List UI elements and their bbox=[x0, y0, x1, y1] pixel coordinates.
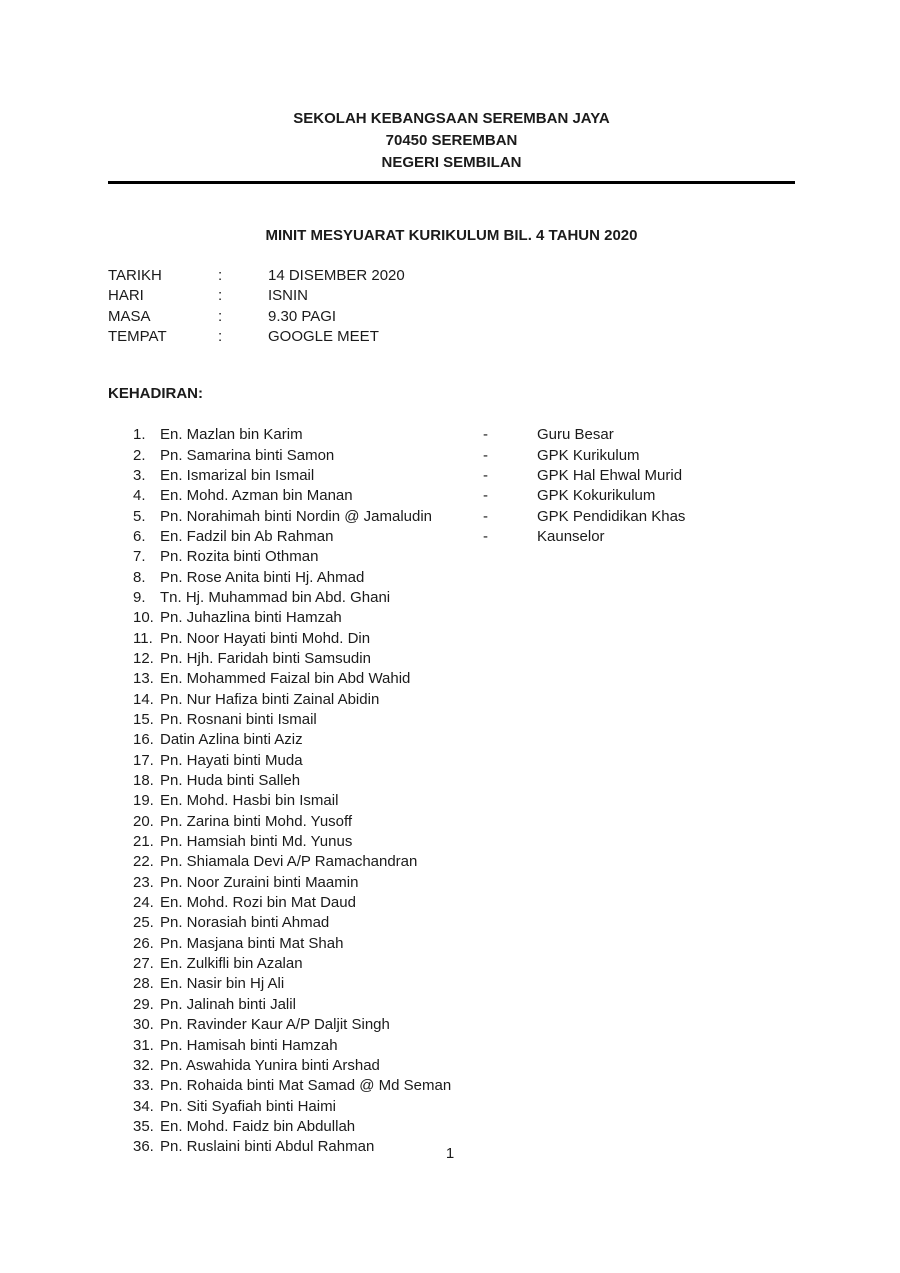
attendee-name: En. Zulkifli bin Azalan bbox=[160, 955, 303, 973]
attendee-dash: - bbox=[483, 426, 488, 444]
attendee-role bbox=[537, 1076, 795, 1096]
attendee-row bbox=[108, 934, 795, 954]
attendee-name: Pn. Hjh. Faridah binti Samsudin bbox=[160, 649, 371, 667]
attendee-row bbox=[108, 1097, 795, 1117]
attendee-role bbox=[537, 710, 795, 730]
meeting-detail-row bbox=[108, 286, 795, 306]
attendee-row bbox=[108, 608, 795, 628]
attendee-number: 30. bbox=[133, 1016, 154, 1034]
attendee-number: 10. bbox=[133, 609, 154, 627]
attendee-name: En. Mohd. Hasbi bin Ismail bbox=[160, 792, 339, 810]
attendee-role bbox=[537, 568, 795, 588]
attendee-role bbox=[537, 995, 795, 1015]
detail-label: HARI bbox=[108, 287, 144, 305]
school-name: SEKOLAH KEBANGSAAN SEREMBAN JAYA bbox=[293, 110, 610, 127]
attendee-dash bbox=[483, 690, 537, 710]
meeting-details bbox=[108, 266, 795, 347]
detail-colon: : bbox=[218, 327, 223, 345]
attendee-list bbox=[108, 425, 795, 1157]
attendee-dash bbox=[483, 954, 537, 974]
attendee-name: En. Ismarizal bin Ismail bbox=[160, 466, 315, 484]
attendee-number: 31. bbox=[133, 1036, 154, 1054]
attendee-dash bbox=[483, 893, 537, 913]
attendee-number: 19. bbox=[133, 792, 154, 810]
attendee-row bbox=[108, 1015, 795, 1035]
attendee-name: Pn. Juhazlina binti Hamzah bbox=[160, 609, 342, 627]
attendee-row bbox=[108, 974, 795, 994]
attendee-row bbox=[108, 954, 795, 974]
attendee-row bbox=[108, 791, 795, 811]
attendee-dash bbox=[483, 771, 537, 791]
attendee-row bbox=[108, 690, 795, 710]
attendee-row bbox=[108, 730, 795, 750]
detail-label: TARIKH bbox=[108, 267, 162, 284]
attendee-role bbox=[537, 791, 795, 811]
attendee-number: 11. bbox=[133, 629, 153, 647]
attendee-row bbox=[108, 547, 795, 567]
attendee-name: Pn. Zarina binti Mohd. Yusoff bbox=[160, 812, 353, 830]
attendee-number: 15. bbox=[133, 711, 154, 728]
attendee-role: Guru Besar bbox=[537, 426, 614, 444]
attendee-dash bbox=[483, 974, 537, 994]
attendee-row bbox=[108, 425, 795, 445]
attendee-number: 27. bbox=[133, 955, 154, 973]
detail-colon: : bbox=[218, 287, 223, 305]
attendee-row bbox=[108, 995, 795, 1015]
attendee-number: 32. bbox=[133, 1056, 154, 1074]
attendee-number: 4. bbox=[133, 487, 146, 505]
attendee-name: En. Mohammed Faizal bin Abd Wahid bbox=[160, 670, 411, 688]
attendee-number: 22. bbox=[133, 853, 154, 871]
meeting-detail-row bbox=[108, 266, 795, 286]
attendee-role bbox=[537, 547, 795, 567]
school-state: NEGERI SEMBILAN bbox=[381, 154, 522, 171]
attendee-number: 18. bbox=[133, 772, 154, 790]
attendee-name: Pn. Hayati binti Muda bbox=[160, 751, 303, 769]
attendee-number: 28. bbox=[133, 975, 154, 993]
attendee-dash bbox=[483, 710, 537, 730]
detail-value: 9.30 PAGI bbox=[268, 307, 337, 325]
attendee-number: 1. bbox=[133, 426, 146, 444]
attendee-number: 35. bbox=[133, 1117, 154, 1135]
attendee-number: 12. bbox=[133, 649, 154, 667]
detail-value: ISNIN bbox=[268, 287, 309, 305]
attendee-name: Pn. Rosnani binti Ismail bbox=[160, 711, 317, 728]
detail-colon: : bbox=[218, 307, 223, 325]
attendee-dash bbox=[483, 913, 537, 933]
meeting-detail-row bbox=[108, 307, 795, 327]
attendee-dash bbox=[483, 1117, 537, 1137]
attendee-dash bbox=[483, 730, 537, 750]
attendee-row bbox=[108, 852, 795, 872]
attendee-role bbox=[537, 954, 795, 974]
attendee-number: 13. bbox=[133, 670, 154, 688]
attendee-role bbox=[537, 690, 795, 710]
attendee-name: Pn. Hamsiah binti Md. Yunus bbox=[160, 833, 353, 851]
attendee-name: Pn. Rose Anita binti Hj. Ahmad bbox=[160, 568, 365, 586]
attendee-number: 24. bbox=[133, 894, 154, 912]
detail-label: MASA bbox=[108, 307, 151, 325]
attendee-role bbox=[537, 1117, 795, 1137]
school-postcode-city: 70450 SEREMBAN bbox=[385, 132, 518, 149]
attendee-dash: - bbox=[483, 466, 488, 484]
detail-colon: : bbox=[218, 267, 223, 284]
attendee-role: GPK Kurikulum bbox=[537, 446, 640, 464]
attendee-name: En. Fadzil bin Ab Rahman bbox=[160, 527, 334, 545]
attendee-name: Pn. Aswahida Yunira binti Arshad bbox=[160, 1056, 380, 1074]
attendee-row bbox=[108, 649, 795, 669]
attendee-role bbox=[537, 1056, 795, 1076]
document-content bbox=[108, 0, 795, 1158]
attendee-number: 26. bbox=[133, 934, 154, 952]
attendee-row bbox=[108, 486, 795, 506]
attendee-dash bbox=[483, 832, 537, 852]
attendee-number: 20. bbox=[133, 812, 154, 830]
attendee-number: 33. bbox=[133, 1077, 154, 1095]
attendee-number: 21. bbox=[133, 833, 154, 851]
attendee-name: En. Mohd. Faidz bin Abdullah bbox=[160, 1117, 356, 1135]
attendee-role bbox=[537, 812, 795, 832]
attendee-row bbox=[108, 771, 795, 791]
attendee-row bbox=[108, 466, 795, 486]
attendee-number: 36. bbox=[133, 1138, 154, 1156]
attendee-name: Pn. Noor Hayati binti Mohd. Din bbox=[160, 629, 371, 647]
attendee-role bbox=[537, 771, 795, 791]
attendee-dash bbox=[483, 649, 537, 669]
attendee-number: 6. bbox=[133, 527, 146, 545]
attendee-dash bbox=[483, 568, 537, 588]
attendee-number: 8. bbox=[133, 568, 146, 586]
attendee-role bbox=[537, 730, 795, 750]
attendee-row bbox=[108, 893, 795, 913]
attendee-role bbox=[537, 974, 795, 994]
attendee-role: GPK Hal Ehwal Murid bbox=[537, 466, 683, 484]
attendee-row bbox=[108, 1076, 795, 1096]
attendee-dash bbox=[483, 873, 537, 893]
attendee-name: Pn. Rohaida binti Mat Samad @ Md Seman bbox=[160, 1077, 452, 1095]
attendee-row bbox=[108, 751, 795, 771]
attendee-name: Pn. Shiamala Devi A/P Ramachandran bbox=[160, 853, 418, 871]
detail-label: TEMPAT bbox=[108, 327, 167, 345]
attendee-name: Pn. Ravinder Kaur A/P Daljit Singh bbox=[160, 1016, 390, 1034]
attendee-number: 29. bbox=[133, 995, 154, 1013]
attendee-dash bbox=[483, 629, 537, 649]
attendee-number: 7. bbox=[133, 548, 146, 566]
attendee-dash bbox=[483, 547, 537, 567]
attendee-name: Pn. Huda binti Salleh bbox=[160, 772, 301, 790]
attendee-row bbox=[108, 1117, 795, 1137]
header-divider-line bbox=[108, 181, 795, 184]
attendee-number: 17. bbox=[133, 751, 154, 769]
attendee-name: Pn. Noor Zuraini binti Maamin bbox=[160, 873, 359, 891]
attendee-name: Pn. Masjana binti Mat Shah bbox=[160, 934, 344, 952]
attendee-name: Pn. Siti Syafiah binti Haimi bbox=[160, 1097, 336, 1115]
attendee-row bbox=[108, 568, 795, 588]
attendee-number: 34. bbox=[133, 1097, 154, 1115]
school-letterhead bbox=[108, 108, 795, 174]
attendee-role bbox=[537, 832, 795, 852]
detail-value: 14 DISEMBER 2020 bbox=[268, 267, 405, 284]
attendee-role bbox=[537, 1036, 795, 1056]
attendee-role: Kaunselor bbox=[537, 527, 605, 545]
attendee-number: 3. bbox=[133, 466, 146, 484]
attendee-role bbox=[537, 751, 795, 771]
attendee-row bbox=[108, 812, 795, 832]
attendee-dash bbox=[483, 608, 537, 628]
attendee-dash bbox=[483, 1036, 537, 1056]
attendee-dash bbox=[483, 588, 537, 608]
attendee-dash bbox=[483, 1056, 537, 1076]
attendee-dash: - bbox=[483, 527, 488, 545]
attendee-number: 25. bbox=[133, 914, 154, 932]
attendee-role bbox=[537, 629, 795, 649]
attendee-name: Pn. Rozita binti Othman bbox=[160, 548, 319, 566]
attendee-name: En. Mohd. Rozi bin Mat Daud bbox=[160, 894, 356, 912]
attendee-name: Pn. Ruslaini binti Abdul Rahman bbox=[160, 1138, 375, 1156]
detail-value: GOOGLE MEET bbox=[268, 327, 379, 345]
attendee-name: Pn. Norasiah binti Ahmad bbox=[160, 914, 330, 932]
attendee-name: Pn. Jalinah binti Jalil bbox=[160, 995, 296, 1013]
attendee-role bbox=[537, 852, 795, 872]
attendee-number: 2. bbox=[133, 446, 146, 464]
attendee-row bbox=[108, 913, 795, 933]
attendee-dash: - bbox=[483, 446, 488, 464]
attendee-dash bbox=[483, 812, 537, 832]
attendee-number: 16. bbox=[133, 731, 154, 749]
attendee-name: En. Nasir bin Hj Ali bbox=[160, 975, 285, 993]
attendee-role bbox=[537, 893, 795, 913]
attendee-name: En. Mazlan bin Karim bbox=[160, 426, 303, 444]
attendee-name: Pn. Norahimah binti Nordin @ Jamaludin bbox=[160, 507, 433, 525]
attendee-dash bbox=[483, 1097, 537, 1117]
attendee-dash bbox=[483, 852, 537, 872]
attendee-role bbox=[537, 934, 795, 954]
attendance-heading: KEHADIRAN: bbox=[108, 385, 203, 403]
attendee-name: En. Mohd. Azman bin Manan bbox=[160, 487, 353, 505]
attendee-row bbox=[108, 446, 795, 466]
attendee-row bbox=[108, 873, 795, 893]
attendee-role: GPK Pendidikan Khas bbox=[537, 507, 686, 525]
attendee-number: 9. bbox=[133, 588, 146, 606]
attendee-name: Pn. Samarina binti Samon bbox=[160, 446, 335, 464]
attendee-name: Datin Azlina binti Aziz bbox=[160, 731, 303, 749]
attendee-number: 14. bbox=[133, 690, 154, 708]
attendee-role bbox=[537, 913, 795, 933]
attendee-dash bbox=[483, 1015, 537, 1035]
attendee-row bbox=[108, 1036, 795, 1056]
attendee-dash bbox=[483, 791, 537, 811]
attendee-name: Pn. Nur Hafiza binti Zainal Abidin bbox=[160, 690, 380, 708]
attendee-number: 5. bbox=[133, 507, 146, 525]
attendee-role bbox=[537, 1015, 795, 1035]
attendee-row bbox=[108, 588, 795, 608]
attendee-row bbox=[108, 710, 795, 730]
attendee-row bbox=[108, 832, 795, 852]
attendee-role bbox=[537, 649, 795, 669]
attendee-role: GPK Kokurikulum bbox=[537, 487, 656, 505]
attendee-row bbox=[108, 629, 795, 649]
attendee-row bbox=[108, 1056, 795, 1076]
attendee-row bbox=[108, 527, 795, 547]
attendee-role bbox=[537, 588, 795, 608]
meeting-detail-row bbox=[108, 327, 795, 347]
attendee-dash bbox=[483, 934, 537, 954]
attendee-role bbox=[537, 669, 795, 689]
page-number: 1 bbox=[445, 1145, 455, 1162]
attendee-role bbox=[537, 873, 795, 893]
attendee-dash bbox=[483, 751, 537, 771]
attendee-name: Tn. Hj. Muhammad bin Abd. Ghani bbox=[160, 588, 391, 606]
attendee-dash bbox=[483, 1076, 537, 1096]
attendee-role bbox=[537, 1097, 795, 1117]
document-title: MINIT MESYUARAT KURIKULUM BIL. 4 TAHUN 2020 bbox=[265, 227, 638, 244]
attendee-name: Pn. Hamisah binti Hamzah bbox=[160, 1036, 338, 1054]
attendee-role bbox=[537, 608, 795, 628]
attendee-dash bbox=[483, 995, 537, 1015]
attendee-number: 23. bbox=[133, 873, 154, 891]
attendee-row bbox=[108, 669, 795, 689]
attendee-dash: - bbox=[483, 487, 488, 505]
attendee-row bbox=[108, 507, 795, 527]
attendee-dash bbox=[483, 669, 537, 689]
attendee-dash: - bbox=[483, 507, 488, 525]
